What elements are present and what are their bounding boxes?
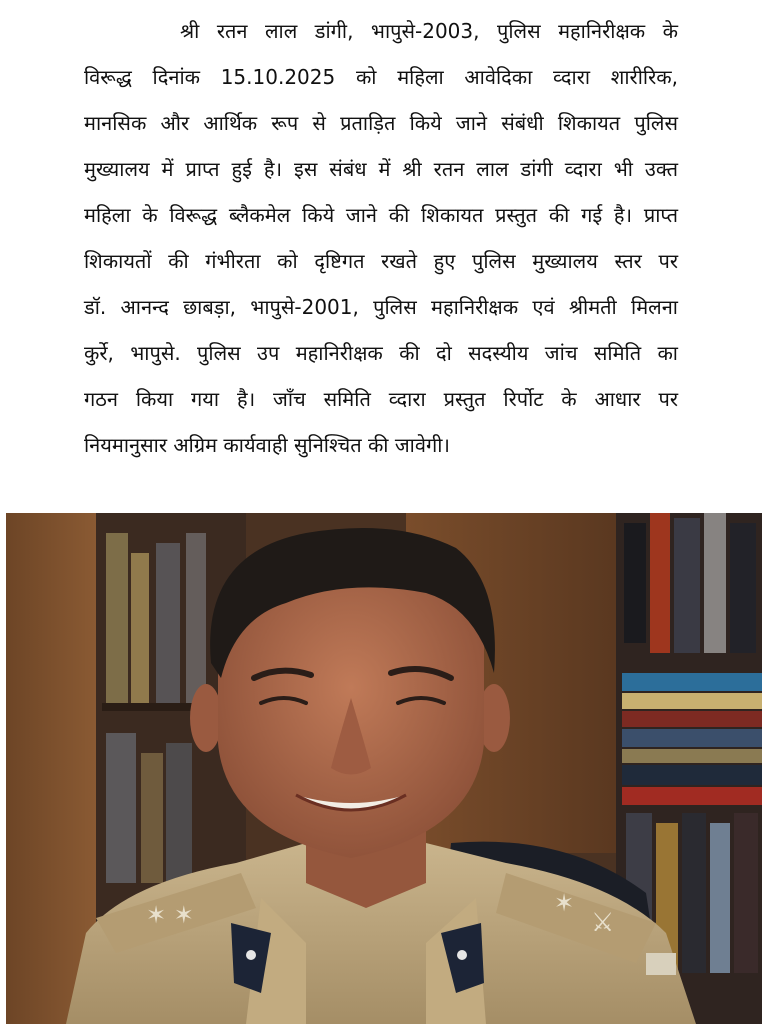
paragraph-line-6: शिकायतों की गंभीरता को दृष्टिगत रखते हुए पुलिस मुख्यालय स्तर पर [84, 249, 678, 273]
paragraph-line-2: विरूद्ध दिनांक 15.10.2025 को महिला आवेदिका व्दारा शारीरिक, [84, 65, 678, 89]
ear-left [190, 684, 222, 752]
paragraph-line-9: गठन किया गया है। जाँच समिति व्दारा प्रस्तुत रिर्पोट के आधार पर [84, 387, 678, 411]
paragraph-line-4: मुख्यालय में प्राप्त हुई है। इस संबंध में श्री रतन लाल डांगी व्दारा भी उक्त [84, 157, 678, 181]
paragraph-line-5: महिला के विरूद्ध ब्लैकमेल किये जाने की शिकायत प्रस्तुत की गई है। प्राप्त [84, 203, 678, 227]
paragraph-line-3: मानसिक और आर्थिक रूप से प्रताड़ित किये जाने संबंधी शिकायत पुलिस [84, 111, 678, 135]
wood-panel-left [6, 513, 96, 1024]
paragraph-line-8: कुर्रे, भापुसे. पुलिस उप महानिरीक्षक की दो सदस्यीय जांच समिति का [84, 341, 678, 365]
officer-photo [6, 513, 762, 1024]
letter-paragraph [84, 18, 678, 478]
officer-portrait-illustration [6, 513, 762, 1024]
ips-badge [646, 953, 676, 975]
svg-text:⚔: ⚔ [591, 908, 615, 938]
paragraph-line-10: नियमानुसार अग्रिम कार्यवाही सुनिश्चित की जावेगी। [84, 433, 451, 457]
paragraph-line-1: श्री रतन लाल डांगी, भापुसे-2003, पुलिस महानिरीक्षक के [180, 19, 678, 43]
star-insignia-right: ✶ [554, 889, 575, 917]
star-insignia-left: ✶ ✶ [146, 901, 194, 929]
paragraph-line-7: डॉ. आनन्द छाबड़ा, भापुसे-2001, पुलिस महानिरीक्षक एवं श्रीमती मिलना [84, 295, 678, 319]
